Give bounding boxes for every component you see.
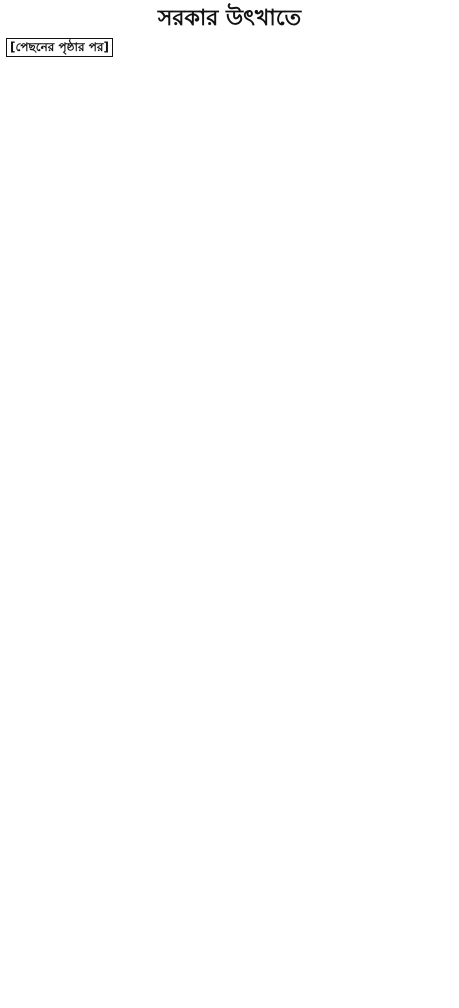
headline: সরকার উৎখাতে: [157, 4, 302, 31]
continued-from-marker: [পেছনের পৃষ্ঠার পর]: [6, 38, 113, 57]
article-body: [6, 38, 453, 1004]
